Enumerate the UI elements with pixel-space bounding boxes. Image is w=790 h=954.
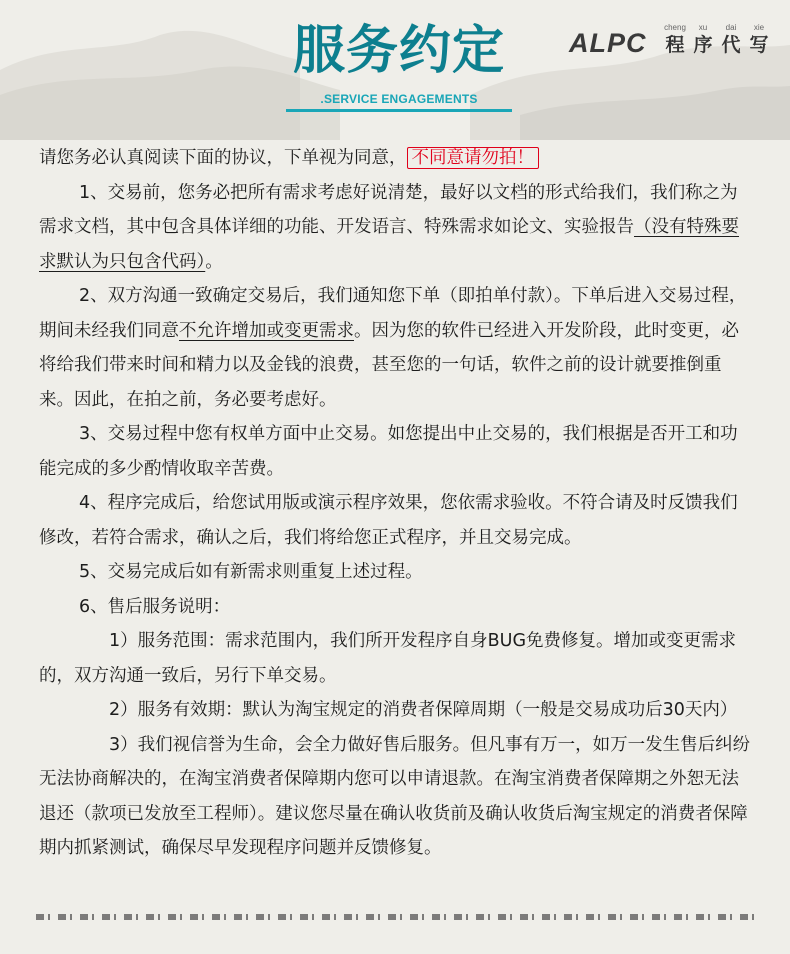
logo-brand-text: ALPC [569, 28, 647, 58]
logo-char: xu 序 [693, 23, 713, 56]
item-1-end: 。 [205, 251, 223, 272]
item-1-text: 1、交易前，您务必把所有需求考虑好说清楚，最好以文档的形式给我们，我们称之为需求文档，其中包含具体详细的功能、开发语言、特殊需求如论文、实验报告 [39, 182, 738, 237]
logo-char: dai 代 [721, 23, 741, 56]
intro-paragraph [39, 141, 751, 176]
intro-text: 请您务必认真阅读下面的协议，下单视为同意， [39, 148, 407, 168]
agreement-item-5: 5、交易完成后如有新需求则重复上述过程。 [79, 562, 423, 582]
agreement-item-3: 3、交易过程中您有权单方面中止交易。如您提出中止交易的，我们根据是否开工和功能完成的多少酌情收取辛苦费。 [39, 424, 738, 479]
agreement-item-2 [39, 279, 751, 417]
after-sales-item-1: 1）服务范围：需求范围内，我们所开发程序自身BUG免费修复。增加或变更需求的，双方沟通一致后，另行下单交易。 [39, 631, 737, 686]
dashed-divider [36, 914, 754, 920]
item-1-underlined: （没有特殊要求默认为只包含代码） [39, 217, 739, 272]
page-subtitle: .SERVICE ENGAGEMENTS [320, 92, 478, 106]
agreement-item-6: 6、售后服务说明： [79, 596, 231, 617]
agreement-body [39, 141, 751, 866]
item-2-end: 。因为您的软件已经进入开发阶段，此时变更，必将给我们带来时间和精力以及金钱的浪费，甚至您的一句话，软件之前的设计就要推倒重来。因此，在拍之前，务必要考虑好。 [39, 320, 739, 410]
logo-char: cheng 程 [664, 23, 686, 56]
page-title: 服务约定 [292, 21, 505, 81]
warning-badge: 不同意请勿拍！ [407, 147, 540, 169]
after-sales-item-3: 3）我们视信誉为生命，会全力做好售后服务。但凡事有万一，如万一发生售后纠纷无法协商解决的，在淘宝消费者保障期内您可以申请退款。在淘宝消费者保障期之外恕无法退还（款项已发放至工程师）。建议您尽量在确认收货前及确认收货后淘宝规定的消费者保障期内抓紧测试，确保尽早发现程序问题并反馈修复。 [39, 734, 751, 858]
logo-char: xie 写 [749, 23, 769, 56]
agreement-item-1 [39, 176, 751, 280]
page-header [0, 0, 790, 120]
after-sales-item-2: 2）服务有效期：默认为淘宝规定的消费者保障周期（一般是交易成功后30天内） [109, 700, 738, 720]
logo-characters [661, 22, 773, 57]
agreement-item-4: 4、程序完成后，给您试用版或演示程序效果，您依需求验收。不符合请及时反馈我们修改，若符合需求，确认之后，我们将给您正式程序，并且交易完成。 [39, 493, 738, 548]
item-2-text: 2、双方沟通一致确定交易后，我们通知您下单（即拍单付款）。下单后进入交易过程，期间未经我们同意 [39, 286, 747, 341]
brand-logo [569, 18, 779, 62]
item-2-underlined: 不允许增加或变更需求 [179, 320, 354, 341]
